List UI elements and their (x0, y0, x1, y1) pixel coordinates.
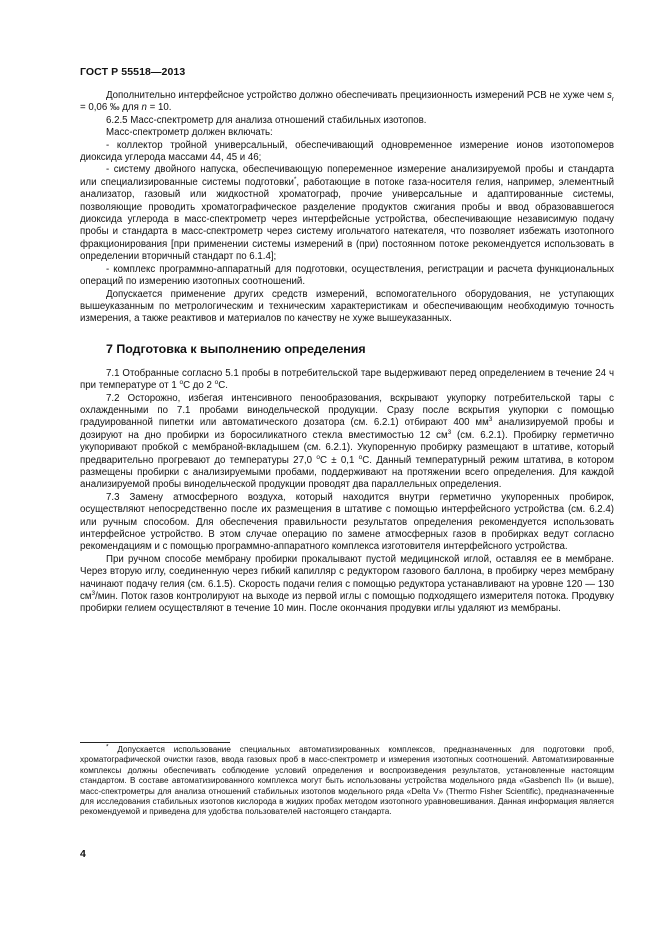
paragraph-7-1: 7.1 Отобранные согласно 5.1 пробы в потребительской таре выдерживают перед определением в течение 24 ч при температуре от 1 $^о$С до 2 $^о$С. (80, 367, 614, 392)
paragraph-7-2: 7.2 Осторожно, избегая интенсивного пенообразования, вскрывают укупорку потребительской тары с охлажденными по 7.1 пробами винодельческой продукции. Сразу после вскрытия укупорки с помощью градуированной пипетки или автоматического дозатора (см. 6.2.1) отбирают 400 $мм^3$ анализируемой пробы и дозируют на дно пробирки из боросиликатного стекла вместимостью 12 $см^3$ (см. 6.2.1). Пробирку герметично укупоривают пробкой с мембраной-вкладышем (см. 6.2.1). Укупоренную пробирку размещают в штативе, который предварительно прогревают до температуры 27,0 $^о$С ± 0,1 $^о$С. Данный температурный режим штатива, в котором размещены пробирки с анализируемыми пробами, поддерживают на протяжении всего определения. Для каждой анализируемой пробы винодельческой продукции проводят два параллельных определения. (80, 392, 615, 491)
list-item-software: - комплекс программно-аппаратный для подготовки, осуществления, регистрации и расчета функциональных операций по измерению изотопных соотношений. (80, 263, 614, 288)
paragraph-manual-method: При ручном способе мембрану пробирки прокалывают пустой медицинской иглой, оставляя ее в мембране. Через вторую иглу, соединенную через гибкий капилляр с редуктором газового баллона, в пробирку через мембрану начинают подачу гелия (см. 6.1.5). Скорость подачи гелия с помощью редуктора устанавливают на уровне 120 — 130 $см^3$/мин. Поток газов контролируют на выходе из первой иглы с помощью подходящего измерителя потока. Продувку пробирки гелием осуществляют в течение 10 мин. После окончания продувки иглы удаляют из мембраны. (80, 553, 614, 615)
section-title: 7 Подготовка к выполнению определения (106, 341, 366, 356)
paragraph-6-2-5: 6.2.5 Масс-спектрометр для анализа отношений стабильных изотопов. (106, 114, 427, 126)
paragraph-precision: Дополнительно интерфейсное устройство должно обеспечивать прецизионность измерений РСВ не хуже чем $s_r = 0,06$ ‰ для n = 10. (80, 90, 614, 114)
footnote-mark: * (106, 743, 109, 751)
list-item-collector: - коллектор тройной универсальный, обеспечивающий одновременное измерение ионов изотопомеров диоксида углерода массами 44, 45 и 46; (80, 139, 614, 164)
page-number: 4 (80, 848, 86, 860)
list-item-dual-inlet: - систему двойного напуска, обеспечивающую попеременное измерение анализируемой пробы и стандарта или специализированные системы подготовки*, работающие в потоке газа-носителя гелия, например, элементный анализатор, газовый или жидкостной хроматограф, прочие универсальные и адаптированные системы, позволяющие проводить хроматографическое разделение продуктов сжигания пробы и ввод образовавшегося диоксида углерода в масс-спектрометр через интерфейсные устройства, обеспечивающие независимую подачу пробы и стандарта в масс-спектрометр через систему игольчатого натекателя, что позволяет избежать изотопного фракционирования [при применении системы измерений в (при) постоянном потоке рекомендуется использовать в определении вторичный стандарт по 6.1.4]; (80, 164, 614, 263)
footnote: * Допускается использование специальных автоматизированных комплексов, предназначенных для подготовки проб, хроматографической очистки газов, ввода газовых проб в масс-спектрометр и измерения изотопных соотношений. Автоматизированные комплексы должны обеспечивать соблюдение условий определения и воспроизведения результатов, установленные настоящим стандартом. В составе автоматизированного комплекса могут быть использованы устройства модельного ряда «Gasbench II» (и выше), масс-спектрометры для анализа отношений стабильных изотопов модельного ряда «Delta V» (Thermo Fisher Scientific), предназначенные для исследования стабильных изотопов кислорода в жидких пробах методом изотопного уравновешивания. Данная информация является рекомендуемой и приведена для удобства пользователей настоящего стандарта. (80, 743, 614, 817)
document-body (80, 90, 614, 616)
paragraph-7-3: 7.3 Замену атмосферного воздуха, который находится внутри герметично укупоренных пробирок, осуществляют непосредственно после их размещения в штативе с помощью интерфейсного устройства (см. 6.2.4) или ручным способом. Для обеспечения правильности результатов определения рекомендуется использовать интерфейсное устройство. В этом случае операцию по замене атмосферных газов в пробирках ведут согласно рекомендациям и с помощью программно-аппаратного комплекса изготовителя интерфейсного устройства. (80, 491, 614, 553)
footnote-divider (80, 742, 230, 743)
footnote-mark: * (293, 175, 297, 183)
paragraph-ms-includes: Масс-спектрометр должен включать: (106, 127, 273, 139)
paragraph-alternatives: Допускается применение других средств измерений, вспомогательного оборудования, не уступающих вышеуказанным по метрологическим и техническим характеристикам и обеспечивающим необходимую точность измерения, а также реактивов и материалов по качеству не хуже вышеуказанных. (80, 288, 614, 325)
document-header: ГОСТ Р 55518—2013 (80, 66, 186, 78)
